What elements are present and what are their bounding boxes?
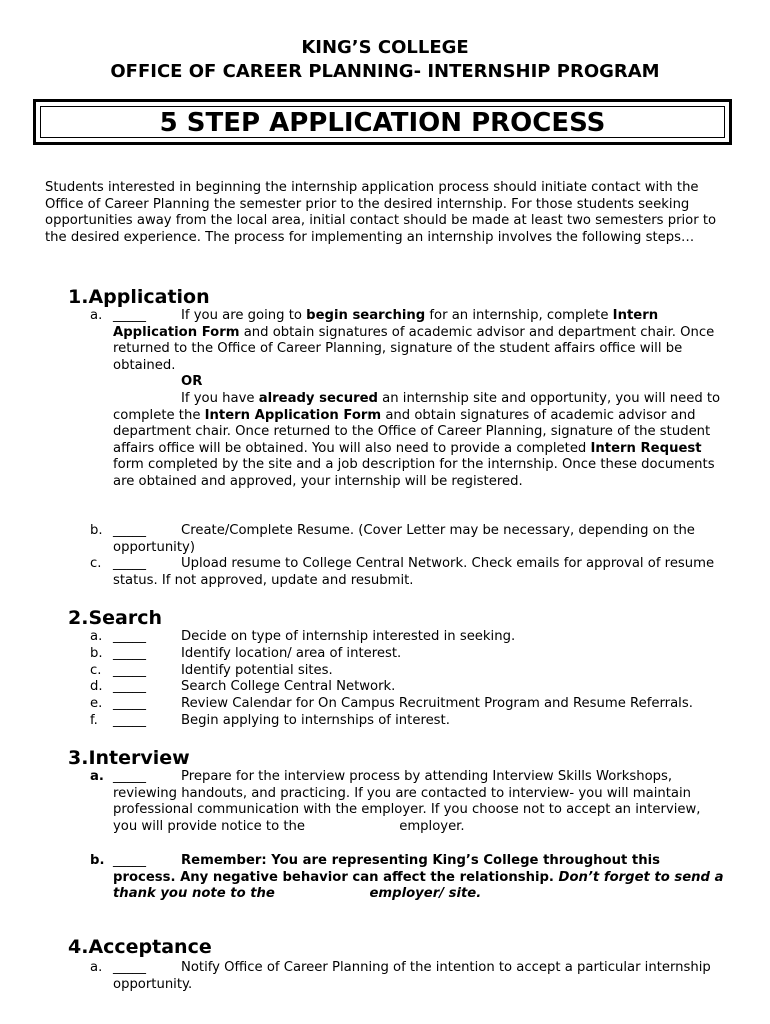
- office-name: OFFICE OF CAREER PLANNING- INTERNSHIP PROGRAM: [110, 61, 660, 82]
- item-text-tail: employer.: [399, 818, 465, 834]
- checkoff-blank: _____: [113, 853, 146, 868]
- checkoff-blank: _____: [113, 769, 146, 784]
- item-text: Upload resume to College Central Network. Check emails for approval of resume status. If not approved, update and resubmit.: [113, 556, 715, 588]
- item-text: If you are going to begin searching for an internship, complete Intern Application Form and obtain signatures of academic advisor and department chair. Once returned to the Office of Career Planning, signature of the student affairs office will be obtained. OR If you have already secured an internship site and opportunity, you will need to complete the Intern Application Form and obtain signatures of academic advisor and department chair. Once returned to the Office of Career Planning, signature of the student affairs office will be obtained. You will also need to provide a completed Intern Request form completed by the site and a job description for the internship. Once these documents are obtained and approved, your internship will be registered.: [113, 308, 725, 491]
- section-application-title: 1.Application: [68, 286, 210, 308]
- item-label: b.: [90, 523, 103, 538]
- item-text-tail: employer/ site.: [369, 886, 482, 902]
- item-label: a.: [90, 960, 103, 975]
- checkoff-blank: _____: [113, 713, 146, 728]
- section-search-title: 2.Search: [68, 607, 162, 629]
- section-acceptance-title: 4.Acceptance: [68, 936, 212, 958]
- checkoff-blank: _____: [113, 960, 146, 975]
- item-text: Begin applying to internships of interest.: [181, 713, 450, 728]
- item-text: Identify potential sites.: [181, 663, 333, 678]
- checkoff-blank: _____: [113, 629, 146, 644]
- item-text: Remember: You are representing King’s College throughout this process. Any negative behavior can affect the relationship. Don’t forget to send a thank you note to the employer/ site.: [113, 853, 724, 902]
- title-box: [33, 99, 732, 145]
- or-divider: OR: [181, 374, 203, 390]
- checkoff-blank: _____: [113, 646, 146, 661]
- intro-paragraph: Students interested in beginning the internship application process should initiate contact with the Office of Career Planning the semester prior to the desired internship. For those students seeking opportunities away from the local area, initial contact should be made at least two semesters prior to the desired experience. The process for implementing an internship involves the following steps…: [45, 180, 717, 245]
- item-text: Decide on type of internship interested in seeking.: [181, 629, 516, 644]
- item-text: Review Calendar for On Campus Recruitment Program and Resume Referrals.: [181, 696, 693, 711]
- item-label: a.: [90, 769, 104, 784]
- checkoff-blank: _____: [113, 556, 146, 571]
- item-label: c.: [90, 556, 102, 571]
- item-text: Search College Central Network.: [181, 679, 396, 694]
- page-title: 5 STEP APPLICATION PROCESS: [40, 106, 725, 138]
- section-interview-title: 3.Interview: [68, 747, 190, 769]
- item-text: Prepare for the interview process by attending Interview Skills Workshops, reviewing handouts, and practicing. If you are contacted to interview- you will maintain professional communication with the employer. If you choose not to accept an interview, you will provide notice to the employer.: [113, 769, 701, 834]
- item-label: a.: [90, 308, 103, 323]
- checkoff-blank: _____: [113, 523, 146, 538]
- item-text: Create/Complete Resume. (Cover Letter may be necessary, depending on the opportunity): [113, 523, 695, 555]
- item-label: b.: [90, 853, 105, 868]
- item-text: Identify location/ area of interest.: [181, 646, 402, 661]
- checkoff-blank: _____: [113, 663, 146, 678]
- checkoff-blank: _____: [113, 679, 146, 694]
- checkoff-blank: _____: [113, 308, 146, 323]
- item-text: Notify Office of Career Planning of the intention to accept a particular internship opportunity.: [113, 960, 711, 992]
- college-name: KING’S COLLEGE: [301, 37, 469, 58]
- checkoff-blank: _____: [113, 696, 146, 711]
